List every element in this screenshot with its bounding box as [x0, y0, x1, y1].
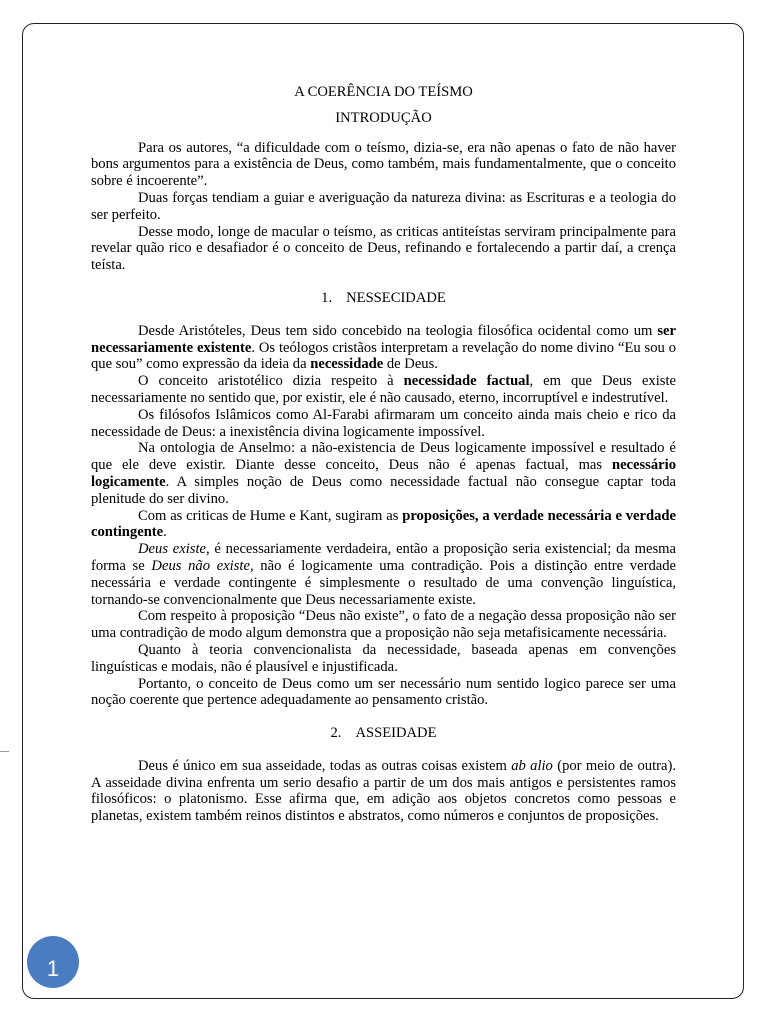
text-run: Deus é único em sua asseidade, todas as outras coisas existem: [138, 757, 512, 774]
document-body: [91, 84, 676, 825]
text-run: , é necessariamente verdadeira, então a proposição seria existencial; da mesma forma se: [91, 541, 676, 574]
section-heading-necessity: [91, 290, 676, 307]
text-run: de Deus.: [383, 356, 438, 373]
text-run: .: [163, 524, 167, 541]
text-run: . A simples noção de Deus como necessidade factual não consegue captar toda plenitude do ser divino.: [91, 473, 676, 507]
intro-paragraph: Para os autores, “a dificuldade com o teísmo, dizia-se, era não apenas o fato de não haver bons argumentos para a existência de Deus, como também, mais fundamentalmente, que o conceito sobre é incoerente”.: [91, 139, 676, 190]
body-paragraph: [91, 373, 676, 407]
body-paragraph: Quanto à teoria convencionalista da necessidade, baseada apenas em convenções linguísticas e modais, não é plausível e injustificada.: [91, 641, 676, 675]
text-run: , em que Deus existe necessariamente no sentido que, por existir, ele é não causado, eterno, incorruptível e indestrutível.: [91, 373, 676, 406]
text-run: . Os teólogos cristãos interpretam a revelação do nome divino “Eu sou o que sou” como expressão da ideia da: [91, 339, 676, 373]
body-paragraph: [91, 323, 676, 373]
bold-term: necessário logicamente: [91, 457, 676, 490]
section-number: 2.: [330, 725, 342, 742]
body-paragraph: [91, 508, 676, 542]
text-run: (por meio de outra). A asseidade divina enfrenta um serio desafio a partir de um dos mais antigos e persistentes ramos filosóficos: o platonismo. Esse afirma que, em adição aos objetos concretos como pessoas e planetas, existem também reinos distintos e abstratos, como números e conjuntos de proposições.: [91, 757, 676, 825]
text-run: Com as criticas de Hume e Kant, sugiram as: [138, 507, 403, 524]
body-paragraph: [91, 541, 676, 608]
italic-term: Deus não existe: [151, 557, 250, 574]
body-paragraph: Com respeito à proposição “Deus não existe”, o fato de a negação dessa proposição não ser uma contradição de modo algum demonstra que a proposição não seja metafisicamente necessária.: [91, 608, 676, 642]
margin-mark: [0, 751, 9, 752]
body-paragraph: [91, 758, 676, 825]
section-title: NESSECIDADE: [346, 289, 446, 306]
italic-term: Deus existe: [138, 541, 206, 558]
intro-heading: INTRODUÇÃO: [335, 109, 432, 126]
page-number: 1: [46, 956, 60, 981]
body-paragraph: [91, 440, 676, 507]
bold-term: ser necessariamente existente: [91, 322, 676, 356]
text-run: , não é logicamente uma contradição. Pois a distinção entre verdade necessária e verdade contingente é simplesmente o resultado de uma convenção linguística, tornando-se convencionalmente que Deus necessariamente existe.: [91, 557, 676, 608]
intro-paragraph: Desse modo, longe de macular o teísmo, as criticas antiteístas serviram principalmente para revelar quão rico e desafiador é o conceito de Deus, refinando e fortalecendo a partir daí, a crença teísta.: [91, 223, 676, 274]
bold-term: necessidade factual: [403, 373, 530, 390]
text-run: Na ontologia de Anselmo: a não-existencia de Deus logicamente impossível e resultado é que ele deve existir. Diante desse conceito, Deus não é apenas factual, mas: [91, 440, 676, 474]
body-paragraph: Os filósofos Islâmicos como Al-Farabi afirmaram um conceito ainda mais cheio e rico da necessidade de Deus: a inexistência divina logicamente impossível.: [91, 406, 676, 440]
section-number: 1.: [321, 289, 333, 306]
section-title: ASSEIDADE: [355, 725, 437, 742]
body-paragraph: Portanto, o conceito de Deus como um ser necessário num sentido logico parece ser uma noção coerente que pertence adequadamente ao pensamento cristão.: [91, 675, 676, 709]
document-title: A COERÊNCIA DO TEÍSMO: [294, 84, 473, 100]
italic-term: ab alio: [511, 757, 553, 774]
page-number-badge: [27, 936, 79, 988]
text-run: O conceito aristotélico dizia respeito à: [138, 373, 404, 390]
intro-paragraph: Duas forças tendiam a guiar e averiguação da natureza divina: as Escrituras e a teologia do ser perfeito.: [91, 189, 676, 223]
text-run: Desde Aristóteles, Deus tem sido concebido na teologia filosófica ocidental como um: [138, 322, 658, 339]
bold-term: necessidade: [310, 356, 384, 373]
bold-term: proposições, a verdade necessária e verdade contingente: [91, 507, 676, 541]
section-heading-aseity: [91, 725, 676, 742]
